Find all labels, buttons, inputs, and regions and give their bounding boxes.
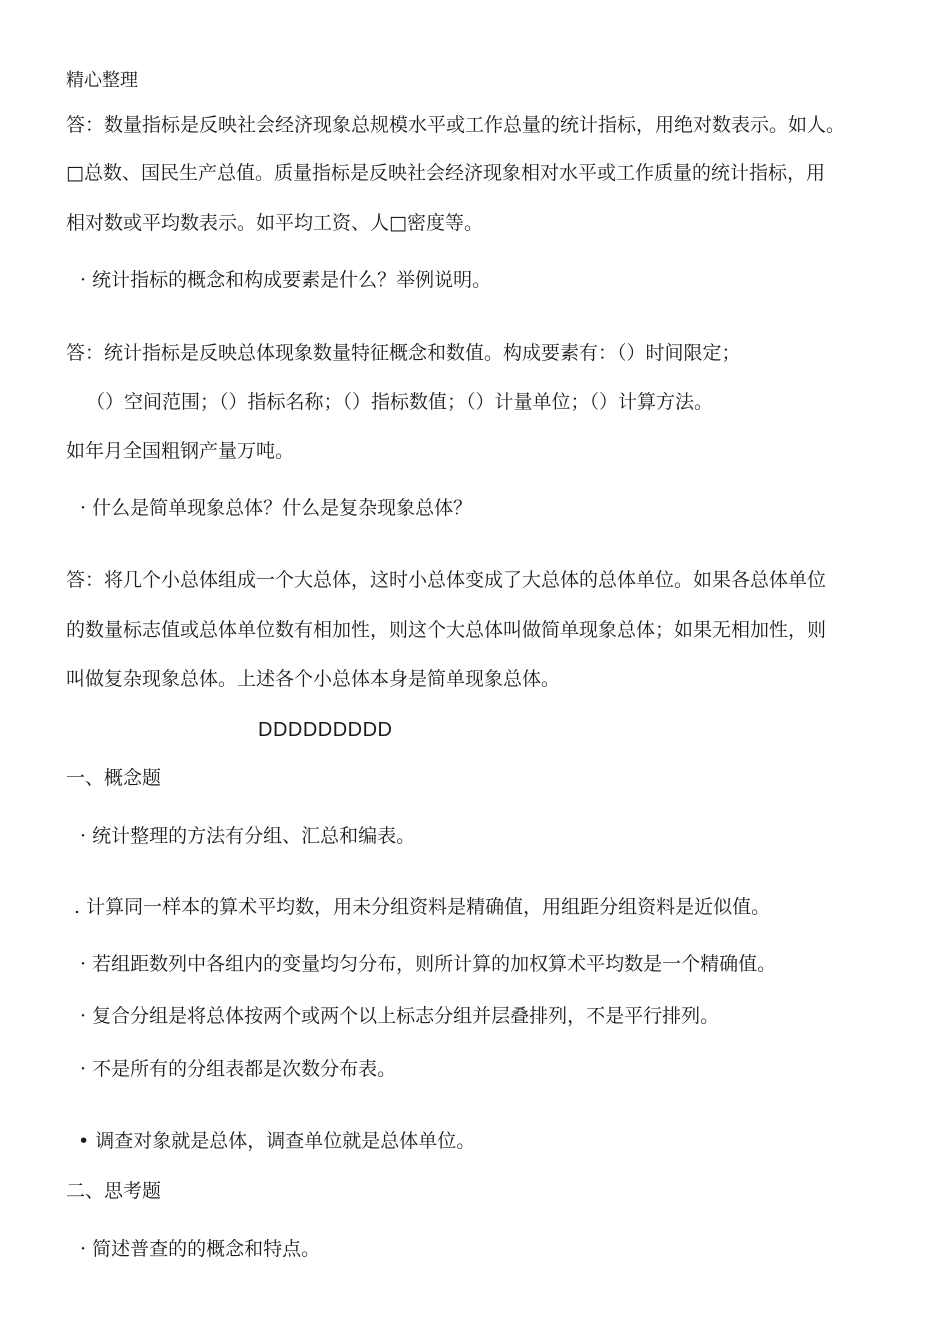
section-heading-concepts: 一、概念题 (66, 767, 162, 789)
section-heading-thinking: 二、思考题 (66, 1180, 162, 1202)
answer-2-line-2: （）空间范围；（）指标名称；（）指标数值；（）计量单位；（）计算方法。 (86, 391, 714, 413)
concept-item-3: · 若组距数列中各组内的变量均匀分布，则所计算的加权算术平均数是一个精确值。 (80, 953, 777, 975)
answer-3-line-2: 的数量标志值或总体单位数有相加性，则这个大总体叫做简单现象总体；如果无相加性，则 (66, 619, 827, 641)
concept-item-2: . 计算同一样本的算术平均数，用未分组资料是精确值，用组距分组资料是近似值。 (74, 896, 771, 918)
answer-3-line-3: 叫做复杂现象总体。上述各个小总体本身是简单现象总体。 (66, 668, 561, 690)
concept-item-1: · 统计整理的方法有分组、汇总和编表。 (80, 825, 416, 847)
question-3: · 什么是简单现象总体？什么是复杂现象总体？ (80, 497, 473, 519)
concept-item-4: · 复合分组是将总体按两个或两个以上标志分组并层叠排列，不是平行排列。 (80, 1005, 720, 1027)
page-header: 精心整理 (66, 70, 138, 91)
answer-2-line-1: 答：统计指标是反映总体现象数量特征概念和数值。构成要素有：（）时间限定； (66, 342, 741, 364)
concept-item-6: • 调查对象就是总体，调查单位就是总体单位。 (78, 1130, 476, 1152)
answer-1-line-2: □总数、国民生产总值。质量指标是反映社会经济现象相对水平或工作质量的统计指标，用 (66, 162, 825, 184)
thinking-item-1: · 简述普查的的概念和特点。 (80, 1238, 321, 1260)
concept-item-5: · 不是所有的分组表都是次数分布表。 (80, 1058, 397, 1080)
answer-3-line-1: 答：将几个小总体组成一个大总体，这时小总体变成了大总体的总体单位。如果各总体单位 (66, 569, 827, 591)
answer-1-line-1: 答：数量指标是反映社会经济现象总规模水平或工作总量的统计指标，用绝对数表示。如人。 (66, 114, 846, 136)
question-2: · 统计指标的概念和构成要素是什么？举例说明。 (80, 269, 492, 291)
chapter-title: DDDDDDDDD (258, 719, 393, 741)
answer-1-line-3: 相对数或平均数表示。如平均工资、人□密度等。 (66, 212, 483, 234)
answer-2-line-3: 如年月全国粗钢产量万吨。 (66, 440, 295, 462)
